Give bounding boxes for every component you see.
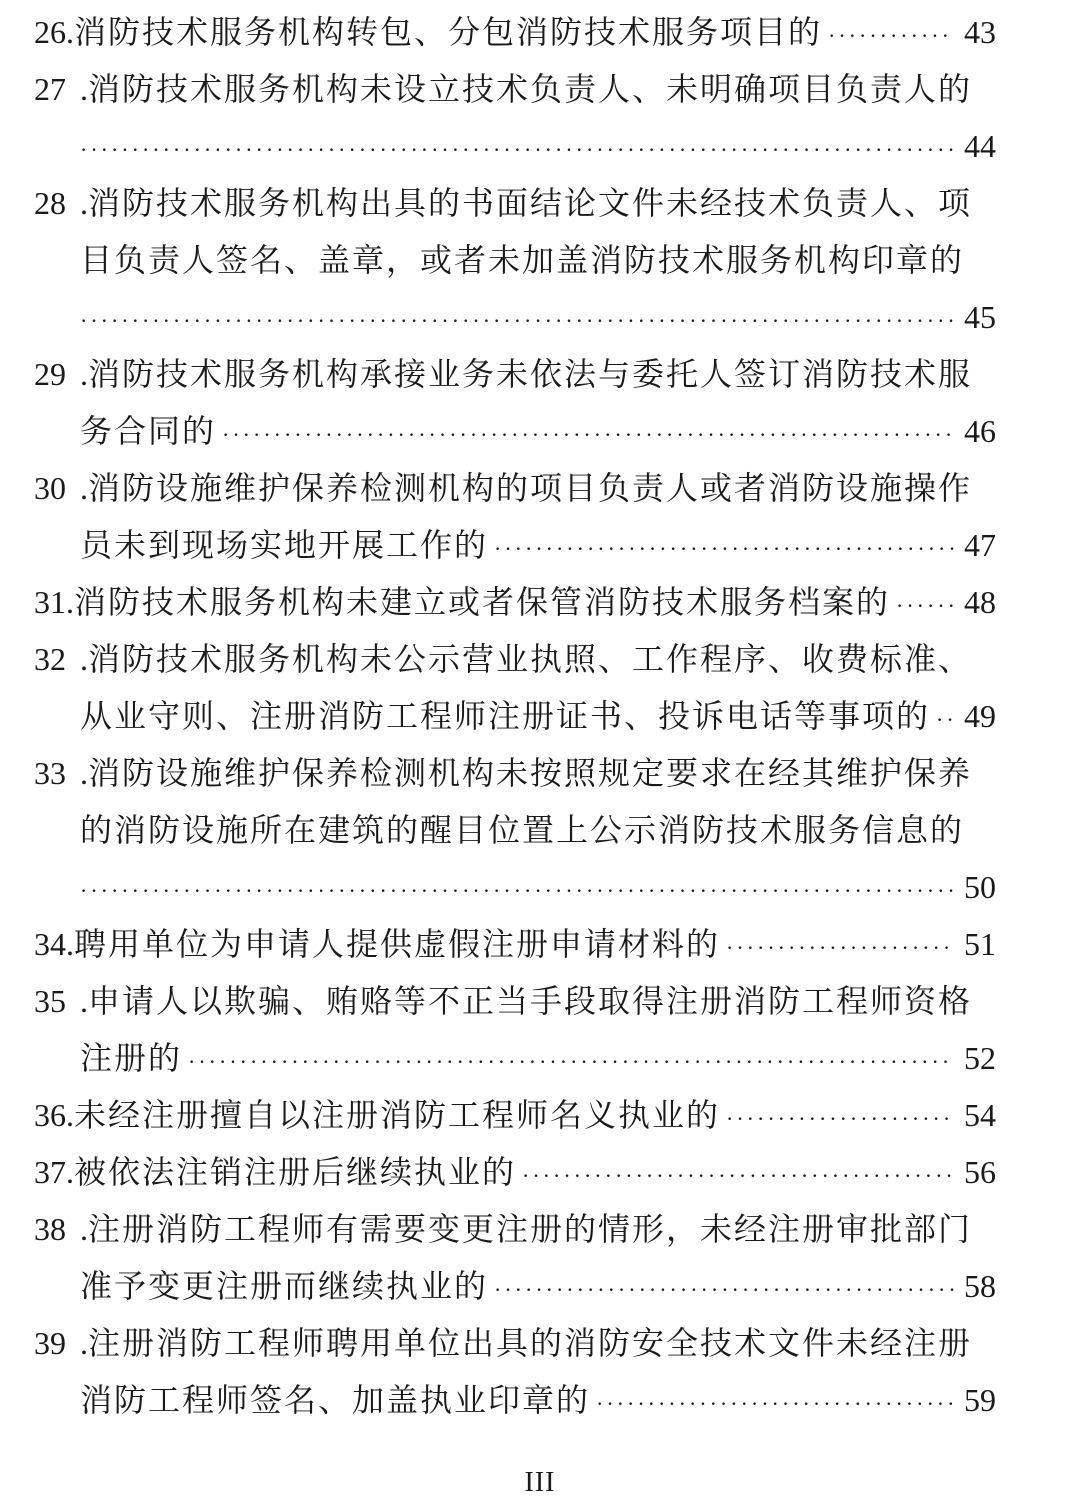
toc-entry-title: 被依法注销注册后继续执业的 bbox=[74, 1153, 517, 1191]
toc-entry-title: 消防工程师签名、加盖执业印章的 bbox=[80, 1381, 591, 1419]
toc-entry-title: 申请人以欺骗、贿赂等不正当手段取得注册消防工程师资格 bbox=[88, 982, 973, 1020]
toc-entry-number-dot: . bbox=[80, 1211, 88, 1247]
toc-entry-number: 30 bbox=[34, 470, 66, 506]
toc-entry-line bbox=[34, 460, 996, 517]
toc-entry-page-number: 43 bbox=[964, 14, 996, 50]
toc-entry-number-dot: . bbox=[66, 1097, 74, 1133]
toc-entry-line bbox=[34, 1315, 996, 1372]
toc-entry[interactable] bbox=[34, 1201, 996, 1315]
dot-leader bbox=[80, 862, 954, 919]
toc-entry-number: 27 bbox=[34, 71, 66, 107]
toc-entry-line bbox=[34, 403, 996, 460]
toc-entry-line bbox=[34, 1087, 996, 1144]
toc-entry-number: 39 bbox=[34, 1325, 66, 1361]
toc-entry[interactable] bbox=[34, 973, 996, 1087]
toc-entry-line bbox=[34, 4, 996, 61]
toc-entry-number-dot: . bbox=[80, 1325, 88, 1361]
toc-entry-page-number: 48 bbox=[964, 584, 996, 620]
toc-entry-title: 消防技术服务机构未设立技术负责人、未明确项目负责人的 bbox=[88, 70, 973, 108]
toc-entry-number: 37 bbox=[34, 1154, 66, 1190]
toc-entry-number: 38 bbox=[34, 1211, 66, 1247]
toc-entry-line bbox=[34, 61, 996, 118]
toc-entry-number: 26 bbox=[34, 14, 66, 50]
toc-entry-title: 的消防设施所在建筑的醒目位置上公示消防技术服务信息的 bbox=[80, 811, 965, 849]
toc-entry-line bbox=[34, 574, 996, 631]
toc-entry-title: 未经注册擅自以注册消防工程师名义执业的 bbox=[74, 1096, 721, 1134]
toc-entry[interactable] bbox=[34, 460, 996, 574]
toc-entry-line bbox=[34, 346, 996, 403]
toc-entry-title: 消防技术服务机构转包、分包消防技术服务项目的 bbox=[74, 13, 823, 51]
toc-entry-title: 务合同的 bbox=[80, 412, 217, 450]
toc-entry-page-number: 49 bbox=[964, 698, 996, 734]
dot-leader bbox=[494, 520, 954, 577]
toc-entry-number-dot: . bbox=[80, 185, 88, 221]
toc-entry[interactable] bbox=[34, 346, 996, 460]
toc-entry-title: 注册的 bbox=[80, 1039, 183, 1077]
toc-entry-line bbox=[34, 175, 996, 232]
toc-entry-title: 消防设施维护保养检测机构的项目负责人或者消防设施操作 bbox=[88, 469, 973, 507]
toc-entry-number: 34 bbox=[34, 926, 66, 962]
toc-entry-line bbox=[34, 232, 996, 289]
toc-entry-leader-line bbox=[34, 859, 996, 916]
toc-entry-page-number: 44 bbox=[964, 128, 996, 164]
toc-entry-title: 注册消防工程师聘用单位出具的消防安全技术文件未经注册 bbox=[88, 1324, 973, 1362]
toc-entry-title: 从业守则、注册消防工程师注册证书、投诉电话等事项的 bbox=[80, 697, 931, 735]
toc-entry-page-number: 50 bbox=[964, 869, 996, 905]
toc-entry-number: 35 bbox=[34, 983, 66, 1019]
page-number: III bbox=[524, 1467, 556, 1498]
toc-entry-number: 33 bbox=[34, 755, 66, 791]
toc-entry-title: 聘用单位为申请人提供虚假注册申请材料的 bbox=[74, 925, 721, 963]
toc-entry-title: 消防技术服务机构未公示营业执照、工作程序、收费标准、 bbox=[88, 640, 973, 678]
toc-entry-line bbox=[34, 802, 996, 859]
dot-leader bbox=[896, 577, 954, 634]
dot-leader bbox=[222, 406, 954, 463]
toc-entry-number: 28 bbox=[34, 185, 66, 221]
toc-entry-line bbox=[34, 1372, 996, 1429]
dot-leader bbox=[726, 1090, 954, 1147]
toc-entry[interactable] bbox=[34, 916, 996, 973]
toc-entry-line bbox=[34, 916, 996, 973]
toc-entry[interactable] bbox=[34, 1144, 996, 1201]
toc-entry[interactable] bbox=[34, 574, 996, 631]
toc-entry-title: 消防设施维护保养检测机构未按照规定要求在经其维护保养 bbox=[88, 754, 973, 792]
toc-entry-page-number: 45 bbox=[964, 299, 996, 335]
toc-entry-number-dot: . bbox=[66, 584, 74, 620]
toc-entry[interactable] bbox=[34, 61, 996, 175]
dot-leader bbox=[80, 292, 954, 349]
toc-entry-number-dot: . bbox=[66, 14, 74, 50]
toc-entry[interactable] bbox=[34, 1315, 996, 1429]
toc-entry-page-number: 52 bbox=[964, 1040, 996, 1076]
table-of-contents bbox=[34, 4, 996, 1429]
toc-entry-line bbox=[34, 517, 996, 574]
toc-entry-number: 36 bbox=[34, 1097, 66, 1133]
toc-entry-page-number: 47 bbox=[964, 527, 996, 563]
toc-entry[interactable] bbox=[34, 631, 996, 745]
toc-entry-number-dot: . bbox=[80, 755, 88, 791]
toc-entry-page-number: 46 bbox=[964, 413, 996, 449]
toc-entry[interactable] bbox=[34, 1087, 996, 1144]
toc-entry-number-dot: . bbox=[80, 641, 88, 677]
toc-entry-title: 注册消防工程师有需要变更注册的情形，未经注册审批部门 bbox=[88, 1210, 973, 1248]
toc-entry-number: 29 bbox=[34, 356, 66, 392]
toc-entry[interactable] bbox=[34, 175, 996, 346]
toc-entry-line bbox=[34, 1201, 996, 1258]
toc-entry-line bbox=[34, 1144, 996, 1201]
toc-entry-title: 消防技术服务机构出具的书面结论文件未经技术负责人、项 bbox=[88, 184, 973, 222]
toc-entry-page-number: 54 bbox=[964, 1097, 996, 1133]
toc-entry-leader-line bbox=[34, 118, 996, 175]
toc-entry-line bbox=[34, 745, 996, 802]
toc-entry-line bbox=[34, 1030, 996, 1087]
toc-entry-page-number: 56 bbox=[964, 1154, 996, 1190]
toc-entry-page-number: 59 bbox=[964, 1382, 996, 1418]
toc-entry-page-number: 58 bbox=[964, 1268, 996, 1304]
toc-entry-title: 目负责人签名、盖章，或者未加盖消防技术服务机构印章的 bbox=[80, 241, 965, 279]
toc-entry-line bbox=[34, 688, 996, 745]
toc-entry-number-dot: . bbox=[80, 71, 88, 107]
toc-entry-page-number: 51 bbox=[964, 926, 996, 962]
toc-entry-number: 32 bbox=[34, 641, 66, 677]
dot-leader bbox=[522, 1147, 954, 1204]
toc-entry-number-dot: . bbox=[66, 1154, 74, 1190]
dot-leader bbox=[188, 1033, 954, 1090]
dot-leader bbox=[80, 121, 954, 178]
dot-leader bbox=[596, 1375, 954, 1432]
toc-entry-title: 消防技术服务机构未建立或者保管消防技术服务档案的 bbox=[74, 583, 891, 621]
toc-entry-title: 消防技术服务机构承接业务未依法与委托人签订消防技术服 bbox=[88, 355, 973, 393]
dot-leader bbox=[726, 919, 954, 976]
toc-entry-title: 员未到现场实地开展工作的 bbox=[80, 526, 489, 564]
toc-entry[interactable] bbox=[34, 745, 996, 916]
toc-entry[interactable] bbox=[34, 4, 996, 61]
toc-entry-line bbox=[34, 631, 996, 688]
toc-entry-number-dot: . bbox=[66, 926, 74, 962]
dot-leader bbox=[494, 1261, 954, 1318]
dot-leader bbox=[936, 691, 954, 748]
toc-entry-number-dot: . bbox=[80, 983, 88, 1019]
toc-entry-number: 31 bbox=[34, 584, 66, 620]
toc-entry-number-dot: . bbox=[80, 470, 88, 506]
toc-entry-title: 准予变更注册而继续执业的 bbox=[80, 1267, 489, 1305]
toc-entry-number-dot: . bbox=[80, 356, 88, 392]
dot-leader bbox=[828, 7, 954, 64]
toc-entry-line bbox=[34, 973, 996, 1030]
toc-entry-leader-line bbox=[34, 289, 996, 346]
toc-entry-line bbox=[34, 1258, 996, 1315]
